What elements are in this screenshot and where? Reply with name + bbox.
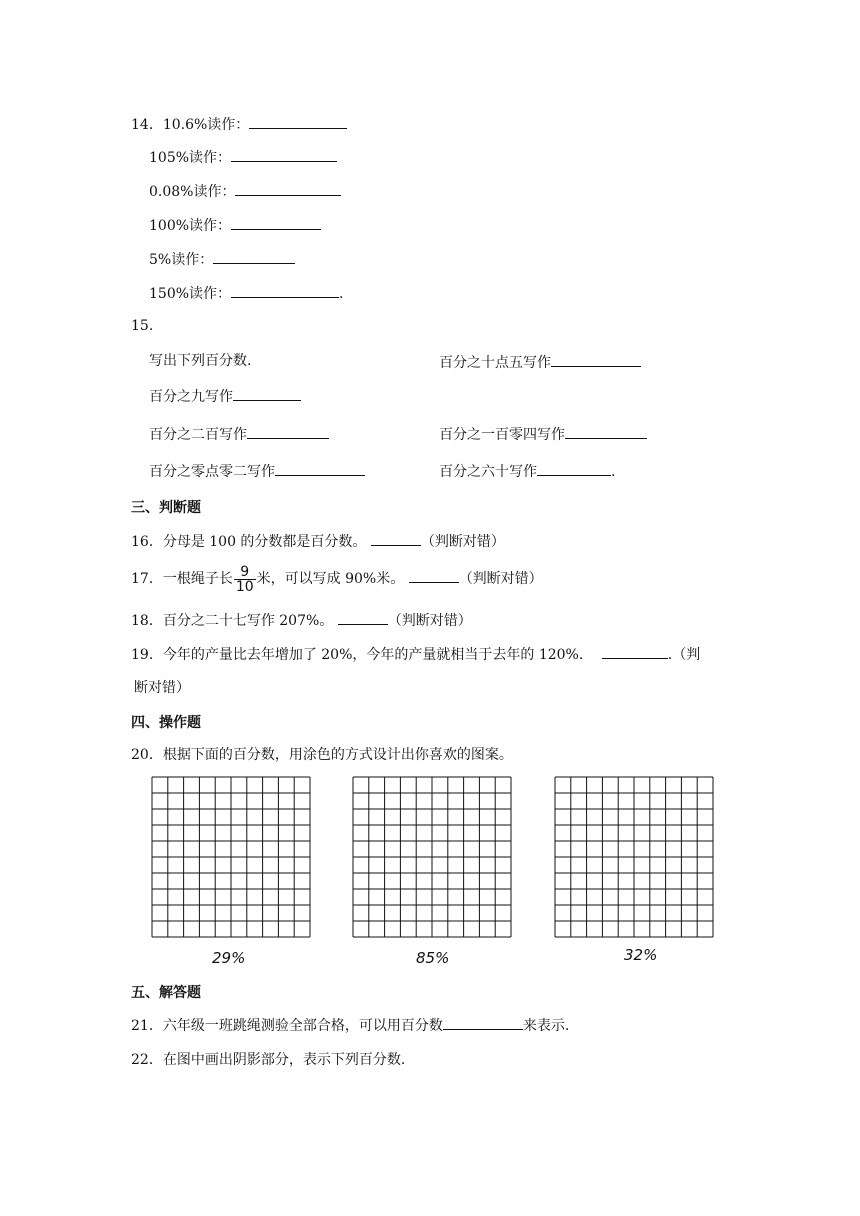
answer-blank[interactable] [602, 644, 668, 659]
q15-item-e [439, 424, 647, 444]
grid-label-2: 85% [416, 949, 450, 967]
q14-line-3 [149, 181, 341, 201]
q17-pre: 17．一根绳子长 [131, 571, 233, 587]
answer-blank[interactable] [247, 424, 329, 439]
q14-prompt-5: 5%读作： [149, 252, 214, 268]
answer-blank[interactable] [338, 610, 388, 625]
q15-prompt-b: 百分之十点五写作 [439, 355, 551, 371]
q15-prompt-e: 百分之一百零四写作 [439, 427, 565, 443]
q15-item-c [149, 386, 301, 406]
q15-item-d [149, 424, 329, 444]
q19-tail: .（判 [667, 647, 701, 663]
answer-blank[interactable] [275, 461, 365, 476]
fraction-numerator: 9 [240, 563, 250, 580]
answer-blank[interactable] [537, 461, 611, 476]
q19-line-2: 断对错） [134, 680, 190, 696]
q15-number: 15. [131, 318, 154, 334]
q14-line-5 [149, 249, 295, 269]
q15-item-b [439, 352, 641, 372]
fraction-denominator: 10 [235, 578, 254, 595]
answer-blank[interactable] [213, 249, 295, 264]
answer-blank[interactable] [443, 1015, 523, 1030]
answer-blank[interactable] [231, 283, 339, 298]
section-heading-4: 四、操作题 [131, 715, 201, 731]
q17 [131, 560, 543, 598]
period: . [611, 464, 616, 480]
answer-blank[interactable] [231, 215, 321, 230]
q18-text: 18．百分之二十七写作 207%。 [131, 613, 334, 629]
hundred-grid-1[interactable] [151, 776, 311, 938]
answer-blank[interactable] [551, 352, 641, 367]
q19 [131, 644, 700, 664]
q19-text: 19．今年的产量比去年增加了 20%，今年的产量就相当于去年的 120%． [131, 647, 593, 663]
q21-post: 来表示. [522, 1018, 570, 1034]
q14-line-2 [149, 147, 337, 167]
q14-line-1 [131, 114, 347, 134]
grid-label-3: 32% [624, 946, 658, 964]
q21-pre: 21．六年级一班跳绳测验全部合格，可以用百分数 [131, 1018, 443, 1034]
q16-text: 16．分母是 100 的分数都是百分数。 [131, 534, 367, 550]
answer-blank[interactable] [233, 386, 301, 401]
q14-prompt-1: 14．10.6%读作： [131, 117, 250, 133]
section-heading-5: 五、解答题 [131, 985, 201, 1001]
q15-item-f [149, 461, 365, 481]
q14-prompt-3: 0.08%读作： [149, 184, 236, 200]
answer-blank[interactable] [249, 114, 347, 129]
fraction [234, 565, 256, 594]
answer-blank[interactable] [371, 531, 421, 546]
period: . [339, 286, 344, 302]
hundred-grid-2[interactable] [352, 776, 512, 938]
q14-prompt-4: 100%读作： [149, 218, 232, 234]
q22: 22．在图中画出阴影部分，表示下列百分数. [131, 1052, 406, 1068]
q18 [131, 610, 472, 630]
q21 [131, 1015, 569, 1035]
answer-blank[interactable] [409, 568, 459, 583]
hundred-grid-3[interactable] [554, 776, 714, 938]
answer-blank[interactable] [565, 424, 647, 439]
answer-blank[interactable] [231, 147, 337, 162]
q18-tail: （判断对错） [387, 613, 472, 629]
q15-item-g [439, 461, 615, 481]
q15-prompt-f: 百分之零点零二写作 [149, 464, 275, 480]
q14-prompt-6: 150%读作： [149, 286, 232, 302]
q17-tail: （判断对错） [458, 571, 543, 587]
q14-line-4 [149, 215, 321, 235]
answer-blank[interactable] [235, 181, 341, 196]
q15-prompt-d: 百分之二百写作 [149, 427, 247, 443]
q16-tail: （判断对错） [420, 534, 505, 550]
q14-prompt-2: 105%读作： [149, 150, 232, 166]
q20: 20．根据下面的百分数，用涂色的方式设计出你喜欢的图案。 [131, 747, 513, 763]
grid-label-1: 29% [212, 949, 246, 967]
q17-post: 米，可以写成 90%米。 [256, 571, 405, 587]
q15-prompt-c: 百分之九写作 [149, 389, 233, 405]
q14-line-6 [149, 283, 343, 303]
q15-prompt-g: 百分之六十写作 [439, 464, 537, 480]
section-heading-3: 三、判断题 [131, 500, 201, 516]
q15-instruction: 写出下列百分数. [149, 353, 252, 369]
q16 [131, 531, 505, 551]
